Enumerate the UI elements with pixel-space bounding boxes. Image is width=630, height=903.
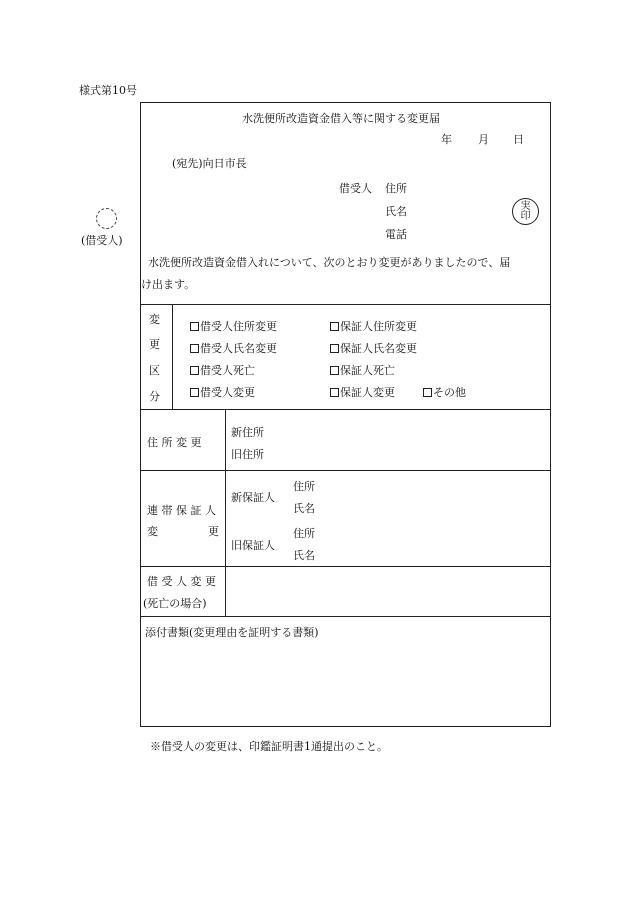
divider <box>140 304 551 305</box>
checkbox-label: 借受人死亡 <box>200 364 255 377</box>
checkbox-guarantor-name-change[interactable] <box>330 340 417 356</box>
checkbox-guarantor-deceased[interactable] <box>330 362 395 378</box>
checkbox-borrower-deceased[interactable] <box>190 362 255 378</box>
seal-char: 実 <box>520 200 531 212</box>
old-guarantor-name-field[interactable]: 氏名 <box>293 549 315 562</box>
divider <box>140 616 551 617</box>
checkbox-box[interactable] <box>190 322 199 331</box>
address-change-label: 住 所 変 更 <box>147 436 202 449</box>
seal-placeholder-circle <box>96 208 117 229</box>
form-number: 様式第10号 <box>79 84 137 97</box>
checkbox-label: 借受人氏名変更 <box>200 342 277 355</box>
checkbox-guarantor-address-change[interactable] <box>330 318 417 334</box>
divider <box>172 304 173 409</box>
borrower-change-field[interactable] <box>228 570 548 613</box>
attachments-label: 添付書類(変更理由を証明する書類) <box>145 626 319 639</box>
borrower-name-field[interactable]: 氏名 <box>385 205 407 218</box>
checkbox-box[interactable] <box>330 322 339 331</box>
guarantor-change-label: 連 帯 保 証 人 <box>147 504 216 517</box>
guarantor-change-label-char: 変 <box>147 525 158 538</box>
old-address-field[interactable]: 旧住所 <box>231 448 264 461</box>
checkbox-box[interactable] <box>330 366 339 375</box>
borrower-change-label: 借 受 人 変 更 <box>147 575 216 588</box>
statement-line-1: 水洗便所改造資金借入れについて、次のとおり変更がありましたので、届 <box>148 256 511 269</box>
change-type-label-char: 分 <box>149 390 160 403</box>
old-guarantor-address-field[interactable]: 住所 <box>293 527 315 540</box>
checkbox-borrower-change[interactable] <box>190 384 255 400</box>
seal-char: 印 <box>520 210 531 222</box>
guarantor-change-label-char: 更 <box>208 525 219 538</box>
date-month: 月 <box>478 133 489 146</box>
borrower-change-sublabel: (死亡の場合) <box>143 597 207 610</box>
checkbox-label: 保証人死亡 <box>340 364 395 377</box>
new-address-field[interactable]: 新住所 <box>231 426 264 439</box>
checkbox-label: 保証人住所変更 <box>340 320 417 333</box>
new-guarantor-name-field[interactable]: 氏名 <box>293 502 315 515</box>
change-type-label-char: 変 <box>149 313 160 326</box>
checkbox-box[interactable] <box>330 344 339 353</box>
footnote: ※借受人の変更は、印鑑証明書1通提出のこと。 <box>150 740 388 753</box>
checkbox-borrower-name-change[interactable] <box>190 340 277 356</box>
checkbox-box[interactable] <box>190 344 199 353</box>
attachments-field[interactable] <box>143 645 547 724</box>
checkbox-label: 保証人氏名変更 <box>340 342 417 355</box>
divider <box>140 566 551 567</box>
divider <box>225 409 226 616</box>
checkbox-label: 借受人住所変更 <box>200 320 277 333</box>
checkbox-box[interactable] <box>190 388 199 397</box>
checkbox-box[interactable] <box>423 388 432 397</box>
checkbox-other[interactable] <box>423 384 466 400</box>
date-day: 日 <box>513 133 524 146</box>
checkbox-label: 借受人変更 <box>200 386 255 399</box>
checkbox-box[interactable] <box>190 366 199 375</box>
divider <box>140 470 551 471</box>
checkbox-guarantor-change[interactable] <box>330 384 395 400</box>
change-type-label-char: 更 <box>149 338 160 351</box>
old-guarantor-label: 旧保証人 <box>231 539 275 552</box>
form-title: 水洗便所改造資金借入等に関する変更届 <box>242 112 440 125</box>
divider <box>140 409 551 410</box>
new-guarantor-label: 新保証人 <box>231 491 275 504</box>
checkbox-borrower-address-change[interactable] <box>190 318 277 334</box>
borrower-address-field[interactable]: 住所 <box>385 182 407 195</box>
addressee: (宛先)向日市長 <box>172 157 247 170</box>
new-guarantor-address-field[interactable]: 住所 <box>293 480 315 493</box>
borrower-phone-field[interactable]: 電話 <box>385 228 407 241</box>
date-year: 年 <box>441 133 452 146</box>
borrower-label: 借受人 <box>339 182 372 195</box>
change-type-label-char: 区 <box>149 364 160 377</box>
borrower-seal-label: (借受人) <box>81 234 123 247</box>
checkbox-box[interactable] <box>330 388 339 397</box>
registered-seal-stamp <box>512 198 539 225</box>
checkbox-label: その他 <box>433 386 466 399</box>
statement-line-2: け出ます。 <box>141 278 196 291</box>
checkbox-label: 保証人変更 <box>340 386 395 399</box>
